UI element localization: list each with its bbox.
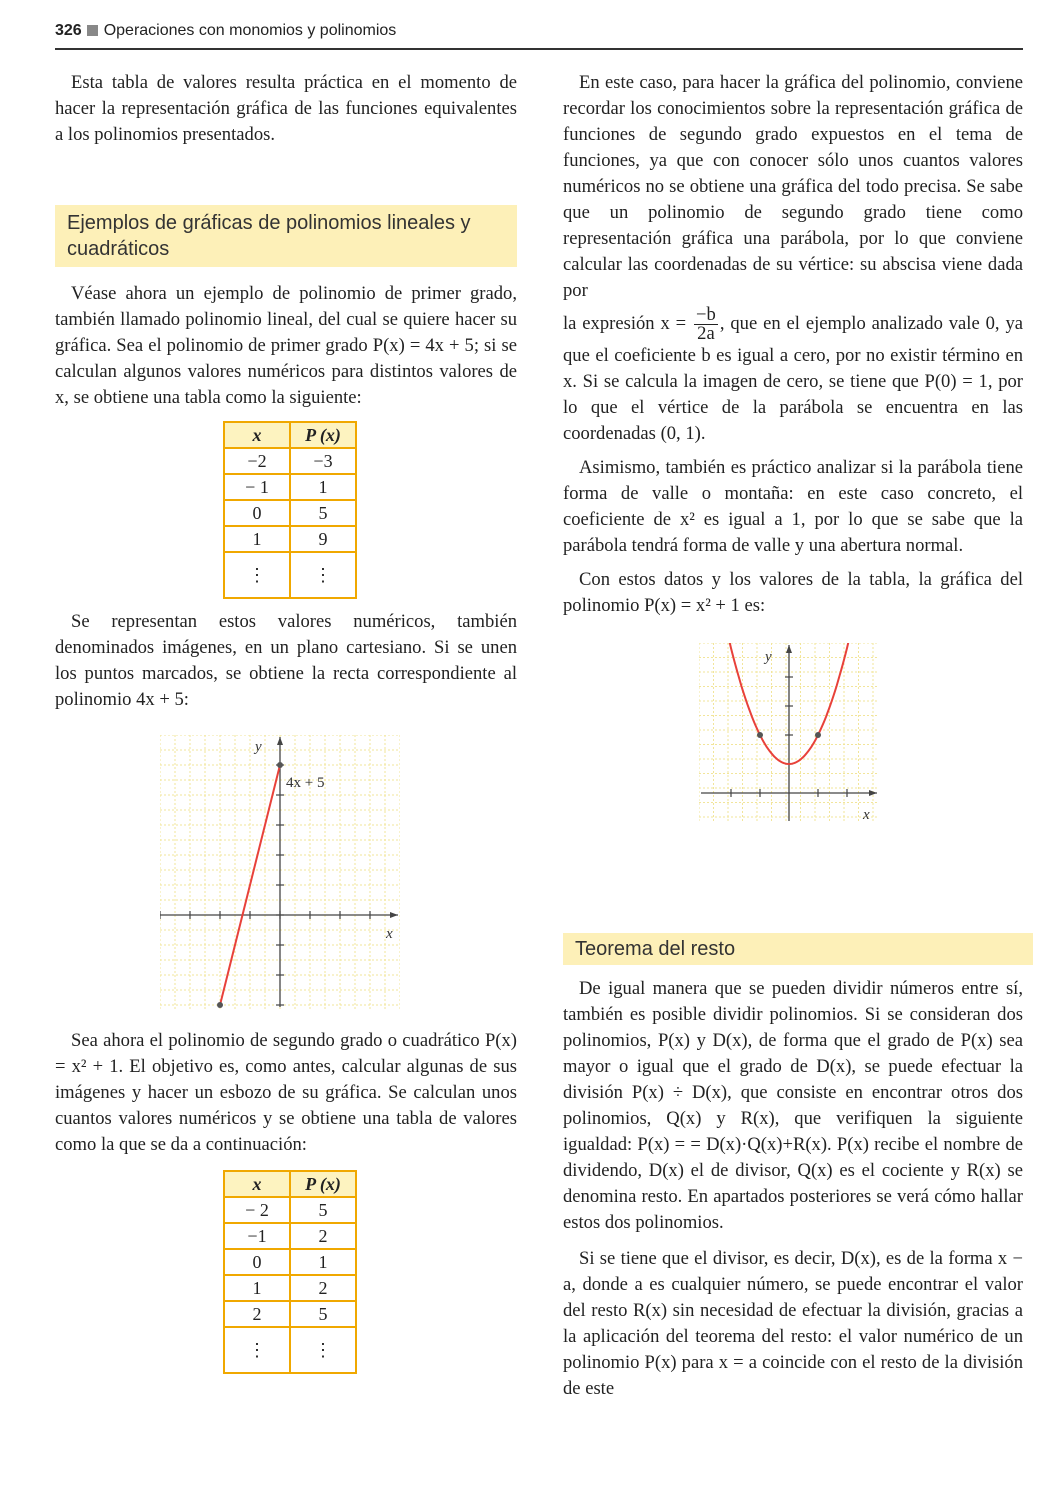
point-start — [217, 1002, 223, 1008]
paragraph: Si se tiene que el divisor, es decir, D(x), es de la forma x − a, donde a es cualquier número, se puede encontrar el valor del resto R(x) sin necesidad de efectuar la división, gracias a la aplicación del teorema del resto: el valor numérico de un polinomio P(x) para x = a coincide con el resto de la división de este — [563, 1248, 1023, 1399]
values-table-quadratic — [223, 1170, 357, 1374]
table-header: x — [224, 1171, 290, 1197]
y-axis-label: y — [255, 739, 262, 755]
line-label: 4x + 5 — [286, 775, 325, 791]
table-cell: 1 — [224, 526, 290, 552]
x-axis-label: x — [386, 926, 393, 942]
table-cell: 5 — [290, 1301, 356, 1327]
table-cell: −1 — [224, 1223, 290, 1249]
table-cell-dots: ⋮ — [224, 552, 290, 598]
paragraph: Asimismo, también es práctico analizar si la parábola tiene forma de valle o montaña: en este caso concreto, el coeficiente de x² es igual a 1, por lo que se sabe que la parábola tendrá forma de valle y una abertura normal. — [563, 457, 1023, 556]
section-heading-remainder-theorem: Teorema del resto — [563, 933, 1033, 965]
table-cell: − 1 — [224, 474, 290, 500]
chapter-title: Operaciones con monomios y polinomios — [103, 22, 397, 39]
table-cell: 5 — [290, 500, 356, 526]
table-cell: 9 — [290, 526, 356, 552]
right-column — [563, 70, 1023, 823]
y-axis-label: y — [765, 649, 772, 665]
paragraph: Se representan estos valores numéricos, también denominados imágenes, en un plano cartesiano. Si se unen los puntos marcados, se obtiene la recta correspondiente al polinomio 4x + 5: — [55, 611, 517, 710]
table-cell: 5 — [290, 1197, 356, 1223]
formula-prefix: la expresión x = — [563, 312, 687, 334]
fraction-minus-b-over-2a — [694, 306, 718, 343]
table-header: x — [224, 422, 290, 448]
page-number: 326 — [55, 22, 82, 39]
page-header — [55, 22, 1023, 50]
paragraph: Véase ahora un ejemplo de polinomio de primer grado, también llamado polinomio lineal, del cual se quiere hacer su gráfica. Sea el polinomio de primer grado P(x) = 4x + 5; si se calculan algunos valores numéricos para distintos valores de x, se obtiene una tabla como la siguiente: — [55, 283, 517, 408]
paragraph: Esta tabla de valores resulta práctica en el momento de hacer la representación gráfica de las funciones equivalentes a los polinomios presentados. — [55, 72, 517, 145]
fraction-numerator: −b — [696, 304, 716, 325]
paragraph-formula — [563, 306, 1023, 447]
table-cell: 2 — [290, 1223, 356, 1249]
x-axis-arrow-icon — [390, 912, 398, 918]
y-axis-arrow-icon — [786, 645, 792, 653]
table-cell: 1 — [224, 1275, 290, 1301]
right-column-lower — [563, 976, 1023, 1402]
paragraph: Sea ahora el polinomio de segundo grado o cuadrático P(x) = x² + 1. El objetivo es, como antes, calcular algunas de sus imágenes y hacer un esbozo de su gráfica. Se calculan unos cuantos valores numéricos y se obtiene una tabla de valores como la que se da a continuación: — [55, 1030, 517, 1155]
paragraph: De igual manera que se pueden dividir números entre sí, también es posible dividir polinomios. Si se consideran dos polinomios, P(x) y D(x), de forma que el grado de P(x) sea mayor o igual que el grado de D(x), se puede efectuar la división P(x) ÷ D(x), que consiste en encontrar otros dos polinomios, Q(x) y R(x), que verifiquen la siguiente igualdad: P(x) = = D(x)·Q(x)+R(x). P(x) recibe el nombre de dividendo, D(x) el de divisor, Q(x) es el cociente y R(x) se denomina resto. En apartados posteriores se verá cómo hallar estos dos polinomios. — [563, 978, 1023, 1233]
parabola-graph — [699, 643, 879, 823]
section-heading-examples: Ejemplos de gráficas de polinomios lineales y cuadráticos — [55, 205, 517, 267]
table-cell-dots: ⋮ — [224, 1327, 290, 1373]
y-axis-arrow-icon — [277, 737, 283, 745]
table-cell: 2 — [290, 1275, 356, 1301]
linear-graph — [160, 735, 400, 1010]
table-cell: −3 — [290, 448, 356, 474]
table-header: P (x) — [290, 422, 356, 448]
table-cell: 2 — [224, 1301, 290, 1327]
point-minus-1 — [757, 732, 763, 738]
fraction-denominator: 2a — [697, 323, 715, 344]
point-plus-1 — [815, 732, 821, 738]
formula-continuation: , que en el ejemplo analizado vale 0, ya que el coeficiente b es igual a cero, por no existir término en x. Si se calcula la imagen de cero, se tiene que P(0) = 1, por lo que el vértice de la parábola se encuentra en las coordenadas (0, 1). — [563, 312, 1023, 444]
table-cell: 1 — [290, 1249, 356, 1275]
table-cell: 1 — [290, 474, 356, 500]
x-axis-label: x — [863, 807, 870, 823]
point-end — [277, 762, 283, 768]
table-cell: 0 — [224, 500, 290, 526]
left-column — [55, 70, 517, 1374]
table-cell: −2 — [224, 448, 290, 474]
square-bullet-icon — [87, 25, 98, 36]
paragraph: En este caso, para hacer la gráfica del polinomio, conviene recordar los conocimientos sobre la representación gráfica de funciones de segundo grado expuestos en el tema de funciones, ya que con conocer sólo unos cuantos valores numéricos no se obtiene una gráfica del todo precisa. Se sabe que un polinomio de segundo grado tiene como representación gráfica una parábola, por lo que conviene calcular las coordenadas de su vértice: su abscisa viene dada por — [563, 72, 1023, 301]
table-header: P (x) — [290, 1171, 356, 1197]
table-cell-dots: ⋮ — [290, 552, 356, 598]
table-cell-dots: ⋮ — [290, 1327, 356, 1373]
table-cell: − 2 — [224, 1197, 290, 1223]
values-table-linear — [223, 421, 357, 599]
paragraph: Con estos datos y los valores de la tabla, la gráfica del polinomio P(x) = x² + 1 es: — [563, 569, 1023, 616]
table-cell: 0 — [224, 1249, 290, 1275]
